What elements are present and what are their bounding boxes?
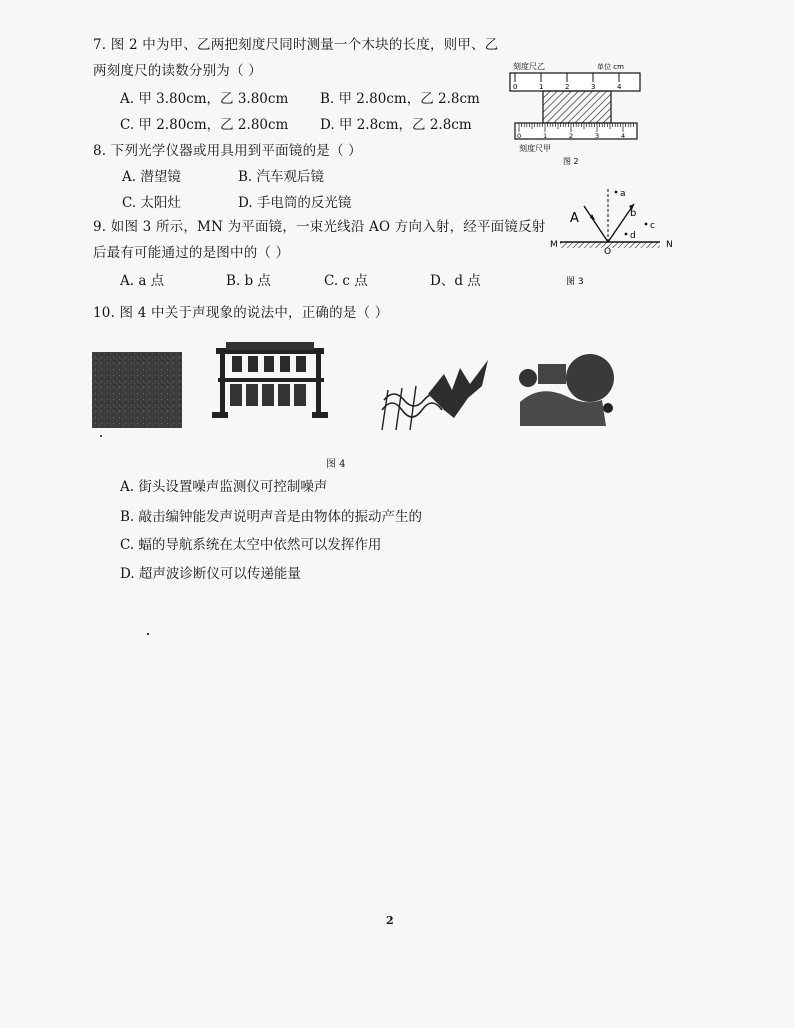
ruler-b-tick-3: 3 bbox=[591, 83, 596, 91]
noise-monitor-photo bbox=[92, 352, 182, 428]
label-b: b bbox=[630, 208, 637, 219]
ruler-a-label: 刻度尺甲 bbox=[519, 144, 551, 153]
page-number: 2 bbox=[386, 914, 394, 927]
q8-option-c: C. 太阳灶 bbox=[122, 195, 181, 211]
label-d: d bbox=[630, 231, 636, 241]
q10-option-a: A. 街头设置噪声监测仪可控制噪声 bbox=[120, 479, 328, 495]
q7-stem-line1: 7. 图 2 中为甲、乙两把刻度尺同时测量一个木块的长度，则甲、乙 bbox=[93, 37, 499, 53]
figure-2-caption: 图 2 bbox=[563, 157, 579, 166]
figure-3-mirror bbox=[548, 182, 680, 292]
q9-option-d: D、d 点 bbox=[430, 273, 481, 289]
label-N: N bbox=[666, 240, 673, 250]
point-a bbox=[615, 191, 618, 194]
q10-option-c: C. 蝠的导航系统在太空中依然可以发挥作用 bbox=[120, 537, 382, 553]
q10-stem: 10. 图 4 中关于声现象的说法中，正确的是（ ） bbox=[93, 305, 389, 321]
q10-option-b: B. 敲击编钟能发声说明声音是由物体的振动产生的 bbox=[120, 509, 423, 525]
ruler-b-label: 刻度尺乙 bbox=[513, 62, 545, 71]
ruler-b-tick-4: 4 bbox=[617, 83, 622, 91]
ruler-a-tick-4: 4 bbox=[621, 132, 626, 140]
q10-option-d: D. 超声波诊断仪可以传递能量 bbox=[120, 566, 301, 582]
ruler-b-tick-2: 2 bbox=[565, 83, 570, 91]
q7-option-b: B. 甲 2.80cm，乙 2.8cm bbox=[320, 91, 480, 107]
label-A: A bbox=[570, 211, 579, 226]
ruler-a-tick-1: 1 bbox=[543, 132, 548, 140]
label-c: c bbox=[650, 221, 655, 231]
ruler-a-tick-0: 0 bbox=[517, 132, 522, 140]
q8-stem: 8. 下列光学仪器或用具用到平面镜的是（ ） bbox=[93, 143, 362, 159]
q7-option-d: D. 甲 2.8cm，乙 2.8cm bbox=[320, 117, 472, 133]
bat-sonar-photo bbox=[382, 360, 488, 430]
q9-option-a: A. a 点 bbox=[120, 273, 165, 289]
ruler-b-tick-1: 1 bbox=[539, 83, 544, 91]
q9-stem-line2: 后最有可能通过的是图中的（ ） bbox=[93, 245, 290, 261]
q7-option-a: A. 甲 3.80cm，乙 3.80cm bbox=[120, 91, 289, 107]
ruler-a-tick-2: 2 bbox=[569, 132, 574, 140]
ruler-a-tick-3: 3 bbox=[595, 132, 600, 140]
figure-4-caption: 图 4 bbox=[326, 459, 346, 470]
q9-option-b: B. b 点 bbox=[226, 273, 271, 289]
label-O: O bbox=[604, 247, 612, 257]
incident-ray bbox=[584, 206, 608, 242]
scan-speck bbox=[147, 633, 149, 635]
q8-option-a: A. 潜望镜 bbox=[122, 169, 181, 185]
q7-stem-line2: 两刻度尺的读数分别为（ ） bbox=[93, 63, 262, 79]
ruler-b-tick-0: 0 bbox=[513, 83, 518, 91]
point-c bbox=[645, 223, 648, 226]
figure-4-pictures bbox=[88, 338, 628, 442]
figure-3-caption: 图 3 bbox=[566, 277, 584, 287]
label-a: a bbox=[620, 189, 626, 199]
ultrasound-photo bbox=[519, 354, 614, 426]
point-d bbox=[625, 233, 628, 236]
figure-2-rulers bbox=[505, 58, 650, 170]
q7-option-c: C. 甲 2.80cm，乙 2.80cm bbox=[120, 117, 289, 133]
q9-stem-line1: 9. 如图 3 所示，MN 为平面镜，一束光线沿 AO 方向入射，经平面镜反射 bbox=[93, 219, 546, 235]
q9-option-c: C. c 点 bbox=[324, 273, 368, 289]
label-M: M bbox=[550, 240, 558, 250]
q8-option-b: B. 汽车观后镜 bbox=[238, 169, 325, 185]
chime-bells-photo bbox=[212, 342, 328, 418]
ruler-unit-label: 单位 cm bbox=[597, 63, 624, 71]
q8-option-d: D. 手电筒的反光镜 bbox=[238, 195, 352, 211]
wood-block bbox=[543, 91, 611, 123]
